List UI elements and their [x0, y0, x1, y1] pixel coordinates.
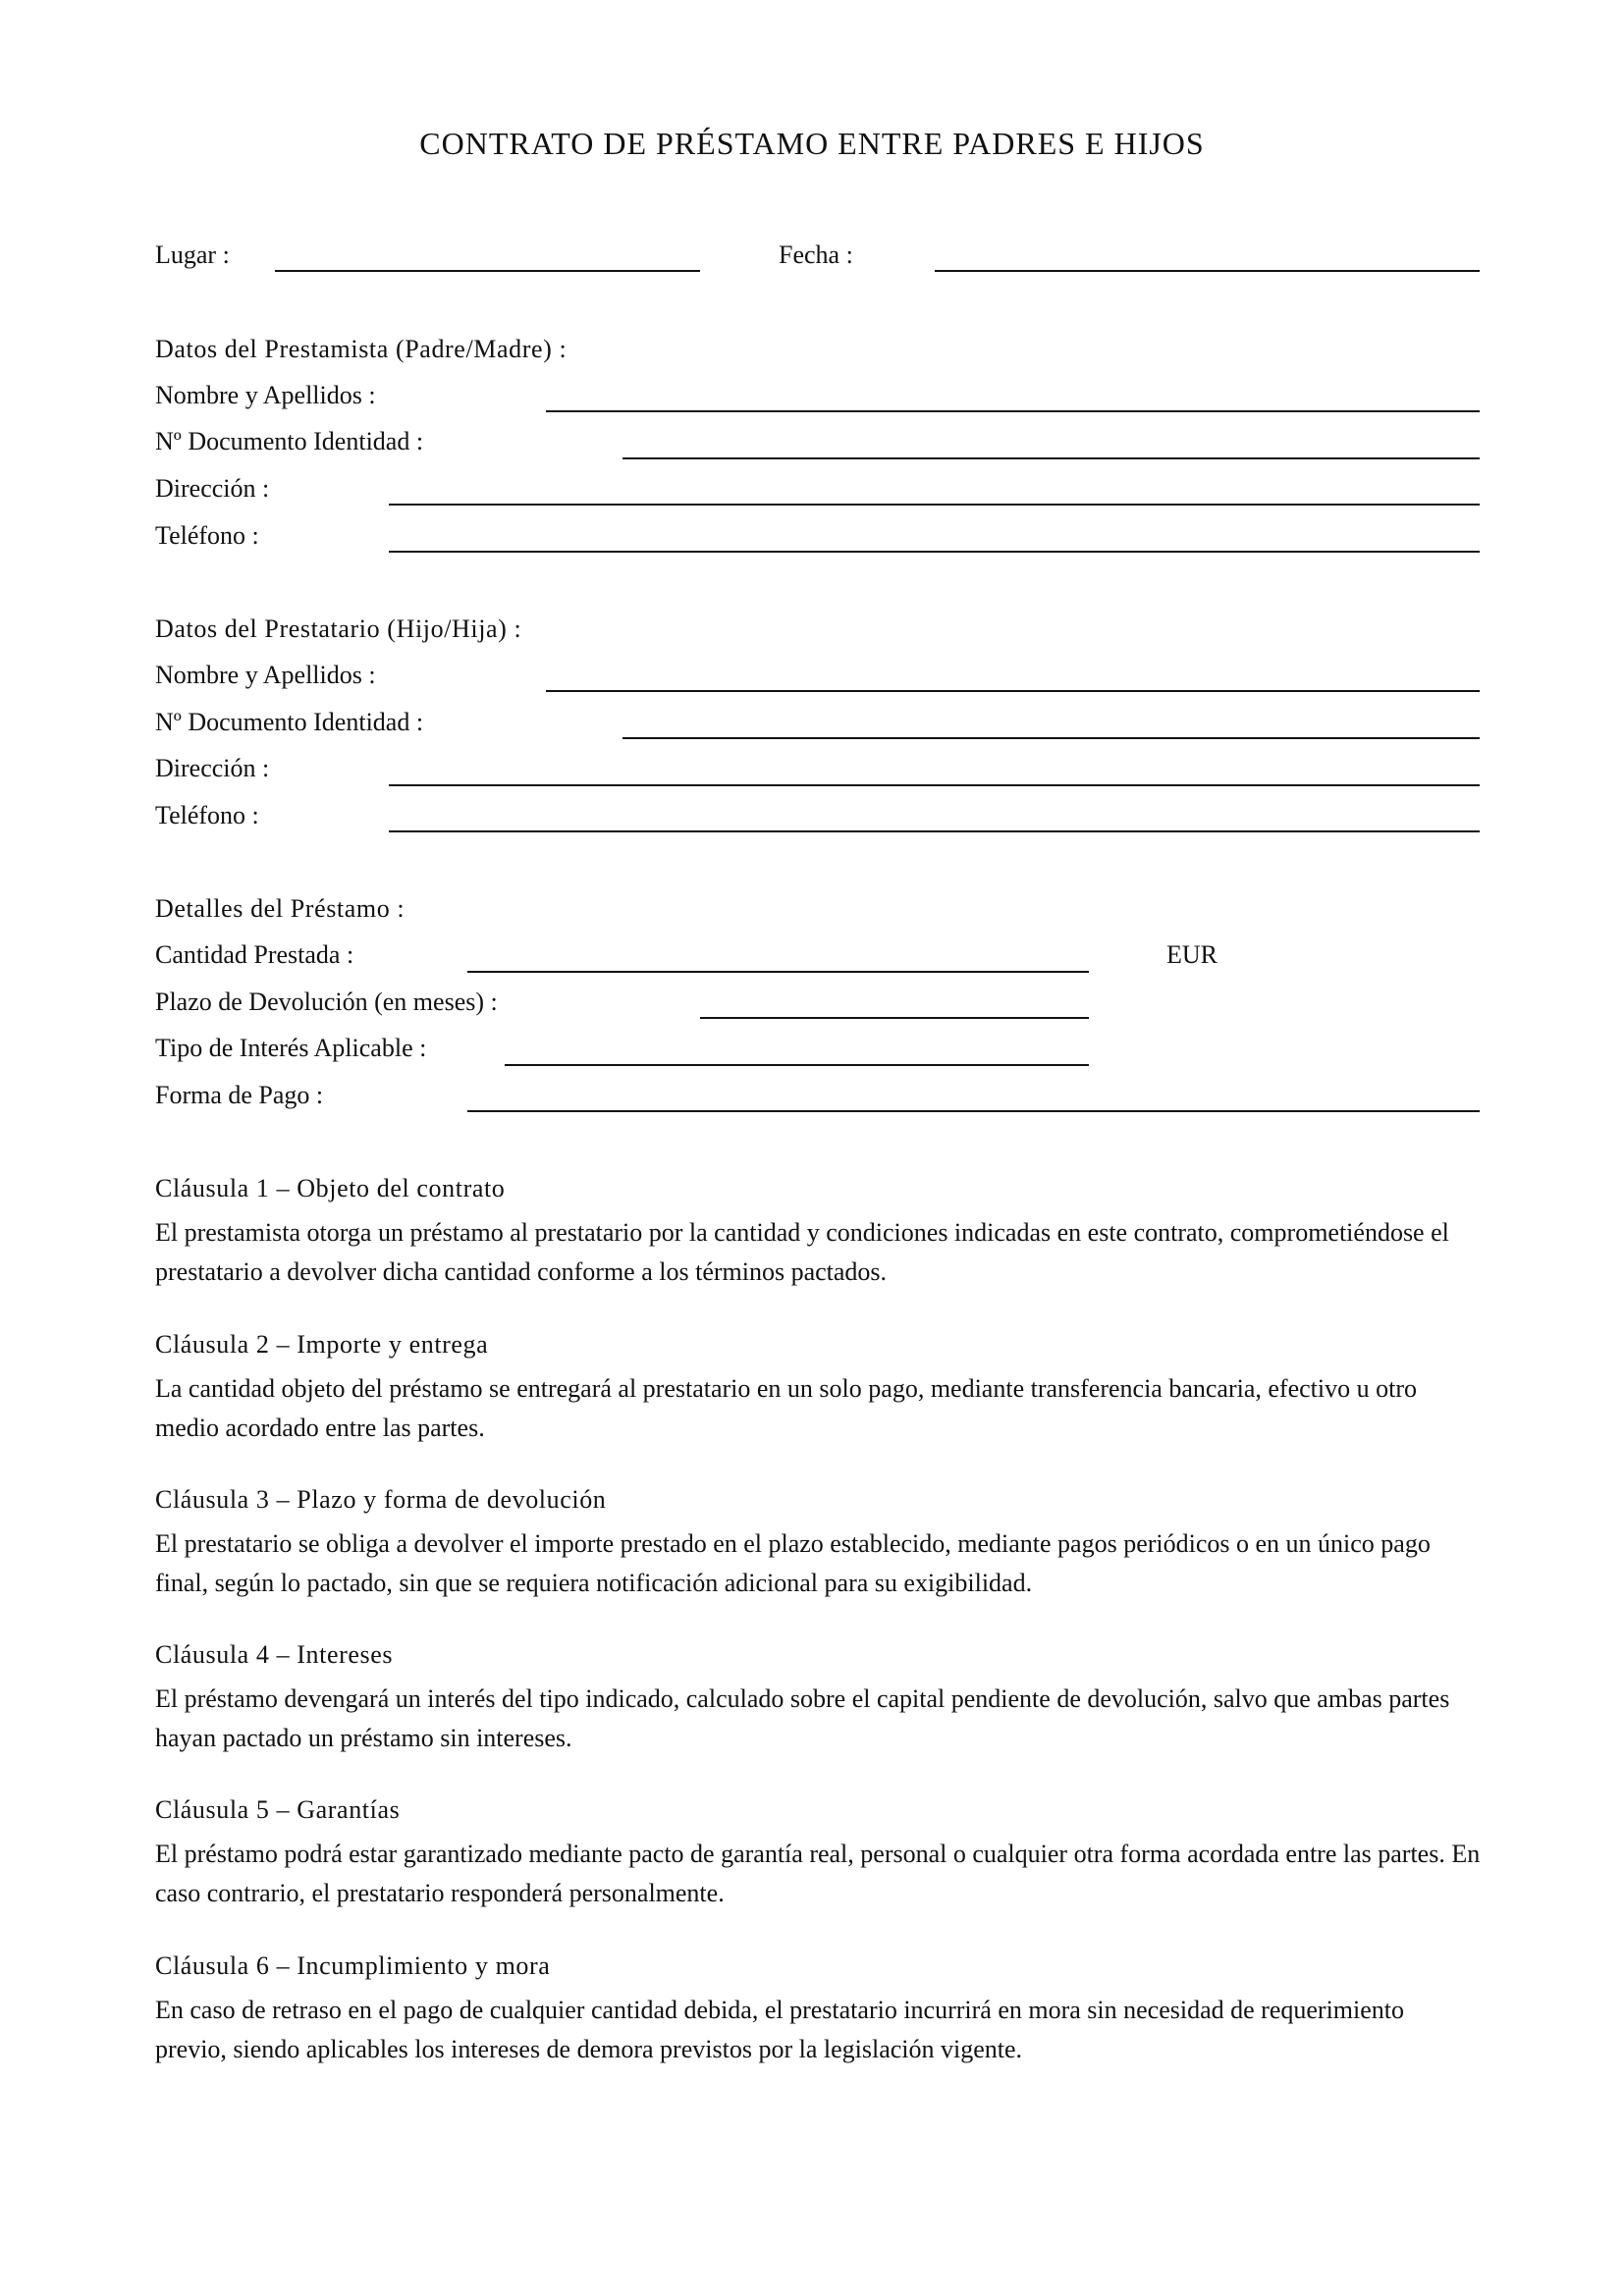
lugar-label: Lugar :: [155, 240, 230, 269]
interes-label: Tipo de Interés Aplicable :: [155, 1034, 427, 1062]
clause-4-title: Cláusula 4 – Intereses: [155, 1640, 394, 1669]
prestatario-telefono-field[interactable]: [389, 830, 1480, 832]
forma-pago-label: Forma de Pago :: [155, 1081, 324, 1109]
prestamista-nombre-label: Nombre y Apellidos :: [155, 381, 376, 409]
interes-field[interactable]: [505, 1064, 1089, 1066]
cantidad-label: Cantidad Prestada :: [155, 940, 354, 969]
plazo-label: Plazo de Devolución (en meses) :: [155, 988, 498, 1016]
prestatario-nombre-field[interactable]: [546, 690, 1480, 692]
plazo-field[interactable]: [700, 1017, 1089, 1019]
cantidad-field[interactable]: [467, 971, 1089, 973]
prestatario-documento-field[interactable]: [623, 737, 1480, 739]
clause-5-title: Cláusula 5 – Garantías: [155, 1795, 401, 1824]
fecha-label: Fecha :: [779, 240, 853, 269]
clause-1-text: El prestamista otorga un préstamo al prestatario por la cantidad y condiciones indicadas en este contrato, comprometiéndose el prestatario a devolver dicha cantidad conforme a los términos pactados.: [155, 1218, 1449, 1286]
prestamista-documento-field[interactable]: [623, 457, 1480, 459]
fecha-field[interactable]: [935, 270, 1480, 272]
prestamista-heading: Datos del Prestamista (Padre/Madre) :: [155, 335, 568, 363]
clause-1-title: Cláusula 1 – Objeto del contrato: [155, 1174, 506, 1202]
clause-5-text: El préstamo podrá estar garantizado mediante pacto de garantía real, personal o cualquier otra forma acordada entre las partes. En caso contrario, el prestatario responderá personalmente.: [155, 1840, 1481, 1907]
clause-2-title: Cláusula 2 – Importe y entrega: [155, 1330, 489, 1359]
forma-pago-field[interactable]: [467, 1110, 1480, 1112]
prestamista-direccion-label: Dirección :: [155, 474, 270, 503]
prestamista-telefono-label: Teléfono :: [155, 521, 259, 550]
prestatario-documento-label: Nº Documento Identidad :: [155, 708, 424, 736]
prestatario-telefono-label: Teléfono :: [155, 801, 259, 829]
clause-2-text: La cantidad objeto del préstamo se entregará al prestatario en un solo pago, mediante transferencia bancaria, efectivo u otro medio acordado entre las partes.: [155, 1374, 1417, 1442]
prestatario-nombre-label: Nombre y Apellidos :: [155, 661, 376, 689]
clause-3-title: Cláusula 3 – Plazo y forma de devolución: [155, 1485, 607, 1514]
document-title: CONTRATO DE PRÉSTAMO ENTRE PADRES E HIJOS: [419, 126, 1205, 161]
prestatario-heading: Datos del Prestatario (Hijo/Hija) :: [155, 614, 522, 643]
prestamista-nombre-field[interactable]: [546, 410, 1480, 412]
clause-4-text: El préstamo devengará un interés del tipo indicado, calculado sobre el capital pendiente de devolución, salvo que ambas partes hayan pactado un préstamo sin intereses.: [155, 1684, 1450, 1752]
prestamista-telefono-field[interactable]: [389, 551, 1480, 553]
prestatario-direccion-label: Dirección :: [155, 754, 270, 782]
prestatario-direccion-field[interactable]: [389, 784, 1480, 786]
lugar-field[interactable]: [275, 270, 700, 272]
prestamista-direccion-field[interactable]: [389, 504, 1480, 506]
clause-6-text: En caso de retraso en el pago de cualquier cantidad debida, el prestatario incurrirá en mora sin necesidad de requerimiento previo, siendo aplicables los intereses de demora previstos por la legislación vigente.: [155, 1996, 1405, 2063]
prestamista-documento-label: Nº Documento Identidad :: [155, 427, 424, 455]
clause-3-text: El prestatario se obliga a devolver el importe prestado en el plazo establecido, mediante pagos periódicos o en un único pago final, según lo pactado, sin que se requiera notificación adicional para su exigibilidad.: [155, 1529, 1431, 1597]
currency-label: EUR: [1166, 940, 1218, 969]
clause-6-title: Cláusula 6 – Incumplimiento y mora: [155, 1951, 551, 1980]
prestamo-heading: Detalles del Préstamo :: [155, 894, 406, 923]
